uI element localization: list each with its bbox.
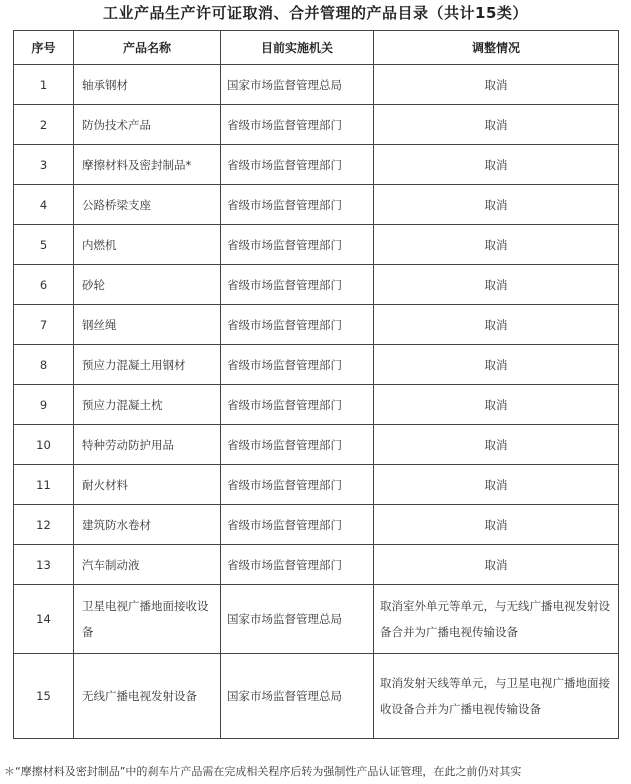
footnote: ＊“摩擦材料及密封制品”中的刹车片产品需在完成相关程序后转为强制性产品认证管理，在此之前仍对其实 [4,765,522,778]
row-no: 14 [14,585,74,654]
row-no: 4 [14,185,74,225]
table-row [14,145,619,185]
row-agency: 省级市场监督管理部门 [221,185,374,225]
row-status: 取消 [374,265,619,305]
row-status: 取消 [374,305,619,345]
row-agency: 省级市场监督管理部门 [221,545,374,585]
row-product: 卫星电视广播地面接收设备 [82,599,209,639]
row-status-cell [374,654,619,739]
table-row [14,425,619,465]
row-no: 11 [14,465,74,505]
row-agency: 省级市场监督管理部门 [221,425,374,465]
row-status: 取消 [374,225,619,265]
row-status: 取消发射天线等单元，与卫星电视广播地面接收设备合并为广播电视传输设备 [380,676,610,716]
table-row [14,465,619,505]
row-status: 取消 [374,425,619,465]
row-product: 无线广播电视发射设备 [74,654,221,739]
header-product: 产品名称 [74,31,221,65]
row-agency: 省级市场监督管理部门 [221,385,374,425]
row-no: 12 [14,505,74,545]
row-product: 公路桥梁支座 [74,185,221,225]
row-status: 取消 [374,345,619,385]
row-product: 预应力混凝土枕 [74,385,221,425]
row-no: 9 [14,385,74,425]
row-status: 取消 [374,185,619,225]
table-row [14,65,619,105]
table-row [14,654,619,739]
row-agency: 省级市场监督管理部门 [221,145,374,185]
page-title: 工业产品生产许可证取消、合并管理的产品目录（共计15类） [103,4,528,22]
row-product: 摩擦材料及密封制品* [74,145,221,185]
table-row [14,385,619,425]
row-status: 取消 [374,505,619,545]
row-status: 取消 [374,545,619,585]
row-product: 汽车制动液 [74,545,221,585]
row-status: 取消 [374,105,619,145]
row-product: 建筑防水卷材 [74,505,221,545]
row-no: 15 [14,654,74,739]
row-no: 2 [14,105,74,145]
header-status: 调整情况 [374,31,619,65]
row-agency: 省级市场监督管理部门 [221,505,374,545]
product-catalog-table [13,30,619,739]
table-row [14,185,619,225]
row-no: 5 [14,225,74,265]
row-agency: 省级市场监督管理部门 [221,345,374,385]
row-product: 轴承钢材 [74,65,221,105]
table-row [14,545,619,585]
row-agency: 国家市场监督管理总局 [221,654,374,739]
row-no: 7 [14,305,74,345]
table-header-row [14,31,619,65]
row-agency: 省级市场监督管理部门 [221,265,374,305]
row-status-cell [374,585,619,654]
row-agency: 国家市场监督管理总局 [221,585,374,654]
row-product: 特种劳动防护用品 [74,425,221,465]
row-product: 砂轮 [74,265,221,305]
row-agency: 省级市场监督管理部门 [221,305,374,345]
table-row [14,345,619,385]
row-no: 13 [14,545,74,585]
row-product: 防伪技术产品 [74,105,221,145]
row-status: 取消 [374,385,619,425]
row-product: 内燃机 [74,225,221,265]
row-no: 6 [14,265,74,305]
table-row [14,265,619,305]
row-product: 钢丝绳 [74,305,221,345]
table-row [14,105,619,145]
row-status: 取消室外单元等单元，与无线广播电视发射设备合并为广播电视传输设备 [380,599,610,639]
table-row [14,225,619,265]
row-no: 8 [14,345,74,385]
row-no: 1 [14,65,74,105]
row-status: 取消 [374,145,619,185]
row-status: 取消 [374,65,619,105]
row-no: 10 [14,425,74,465]
table-row [14,305,619,345]
header-no: 序号 [14,31,74,65]
row-agency: 省级市场监督管理部门 [221,225,374,265]
row-product-cell [74,585,221,654]
row-agency: 国家市场监督管理总局 [221,65,374,105]
row-agency: 省级市场监督管理部门 [221,465,374,505]
header-agency: 目前实施机关 [221,31,374,65]
table-row [14,585,619,654]
row-product: 预应力混凝土用钢材 [74,345,221,385]
row-agency: 省级市场监督管理部门 [221,105,374,145]
row-status: 取消 [374,465,619,505]
table-row [14,505,619,545]
row-product: 耐火材料 [74,465,221,505]
row-no: 3 [14,145,74,185]
